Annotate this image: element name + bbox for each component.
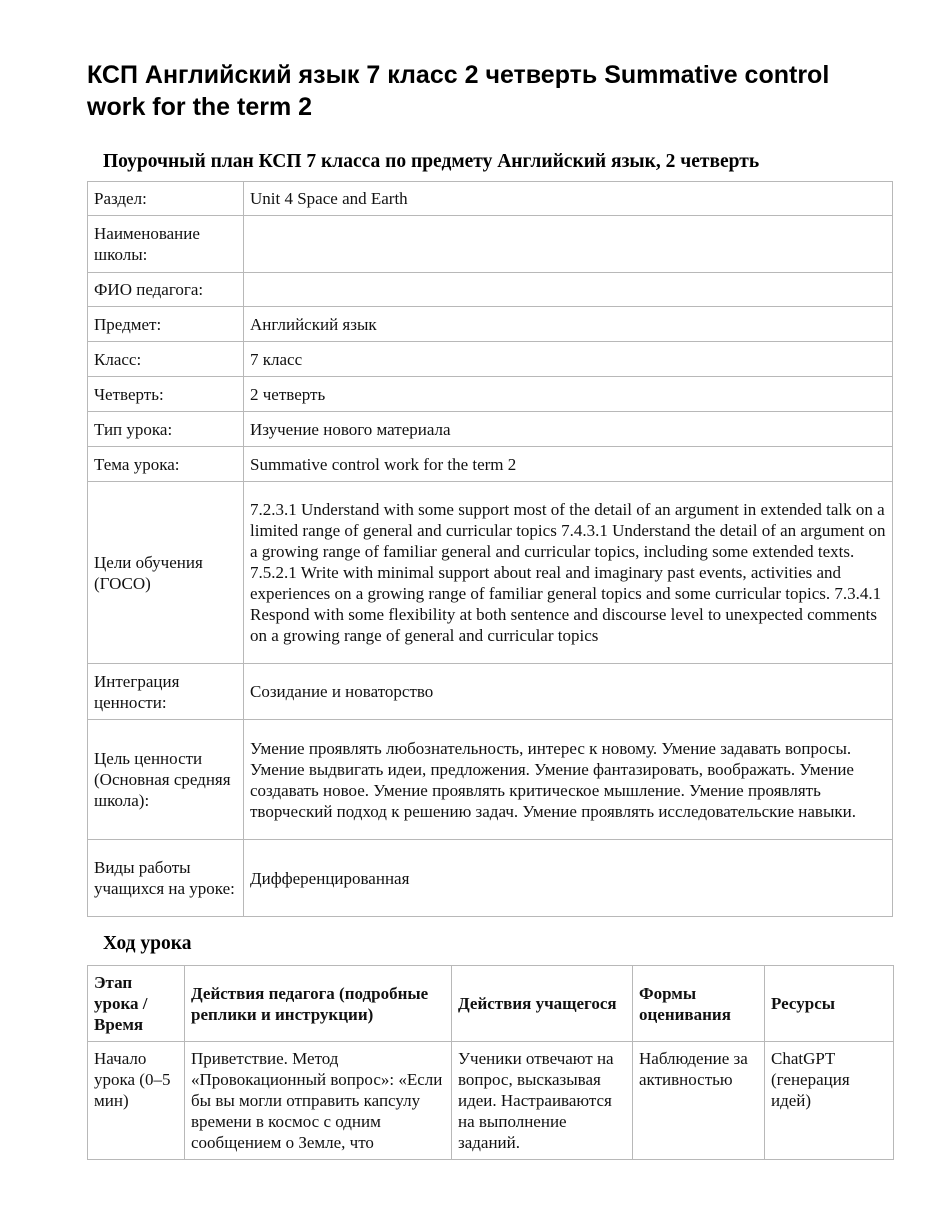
info-label: Цели обучения (ГОСО) [88, 482, 244, 664]
info-value: Дифференцированная [244, 840, 893, 917]
lesson-progress-heading: Ход урока [103, 933, 192, 954]
header-student-actions: Действия учащегося [452, 966, 633, 1042]
info-label: Цель ценности (Основная средняя школа): [88, 720, 244, 840]
info-value [244, 216, 893, 273]
info-row [88, 664, 893, 720]
document-page [87, 0, 893, 1160]
document-title: КСП Английский язык 7 класс 2 четверть Summative control work for the term 2 [87, 61, 830, 121]
info-row [88, 307, 893, 342]
table-row [88, 1042, 894, 1160]
cell-student-actions: Ученики отвечают на вопрос, высказывая идеи. Настраиваются на выполнение заданий. [452, 1042, 633, 1160]
info-row [88, 482, 893, 664]
header-resources: Ресурсы [765, 966, 894, 1042]
info-label: Интеграция ценности: [88, 664, 244, 720]
lesson-table-header-row [88, 966, 894, 1042]
info-value: Английский язык [244, 307, 893, 342]
info-value: Умение проявлять любознательность, интерес к новому. Умение задавать вопросы. Умение выдвигать идеи, предложения. Умение фантазировать, воображать. Умение создавать новое. Умение проявлять критическое мышление. Умение проявлять творческий подход к решению задач. Умение проявлять исследовательские навыки. [244, 720, 893, 840]
plan-heading: Поурочный план КСП 7 класса по предмету Английский язык, 2 четверть [103, 151, 760, 172]
info-row [88, 182, 893, 216]
info-label: Раздел: [88, 182, 244, 216]
info-row [88, 273, 893, 307]
info-row [88, 720, 893, 840]
header-teacher-actions: Действия педагога (подробные реплики и инструкции) [185, 966, 452, 1042]
info-value: Summative control work for the term 2 [244, 447, 893, 482]
info-row [88, 840, 893, 917]
info-label: Тема урока: [88, 447, 244, 482]
info-label: Класс: [88, 342, 244, 377]
header-assessment: Формы оценивания [633, 966, 765, 1042]
cell-teacher-actions: Приветствие. Метод «Провокационный вопрос»: «Если бы вы могли отправить капсулу времени в космос с одним сообщением о Земле, что [185, 1042, 452, 1160]
info-value: Созидание и новаторство [244, 664, 893, 720]
info-value [244, 273, 893, 307]
cell-assessment: Наблюдение за активностью [633, 1042, 765, 1160]
info-value: 7 класс [244, 342, 893, 377]
info-row [88, 342, 893, 377]
info-label: Наименование школы: [88, 216, 244, 273]
info-label: Виды работы учащихся на уроке: [88, 840, 244, 917]
info-label: Предмет: [88, 307, 244, 342]
cell-stage: Начало урока (0–5 мин) [88, 1042, 185, 1160]
info-label: Четверть: [88, 377, 244, 412]
info-value: Изучение нового материала [244, 412, 893, 447]
info-label: ФИО педагога: [88, 273, 244, 307]
info-row [88, 216, 893, 273]
header-stage: Этап урока / Время [88, 966, 185, 1042]
info-row [88, 447, 893, 482]
info-row [88, 412, 893, 447]
info-label: Тип урока: [88, 412, 244, 447]
info-value: 2 четверть [244, 377, 893, 412]
lesson-progress-table [87, 965, 894, 1160]
lesson-info-table [87, 181, 893, 917]
cell-resources: ChatGPT (генерация идей) [765, 1042, 894, 1160]
info-value: Unit 4 Space and Earth [244, 182, 893, 216]
info-row [88, 377, 893, 412]
info-value: 7.2.3.1 Understand with some support most of the detail of an argument in extended talk on a limited range of general and curricular topics 7.4.3.1 Understand the detail of an argument on a growing range of familiar general and curricular topics, including some extended texts. 7.5.2.1 Write with minimal support about real and imaginary past events, activities and experiences on a growing range of familiar general topics and some curricular topics. 7.3.4.1 Respond with some flexibility at both sentence and discourse level to unexpected comments on a growing range of general and curricular topics [244, 482, 893, 664]
